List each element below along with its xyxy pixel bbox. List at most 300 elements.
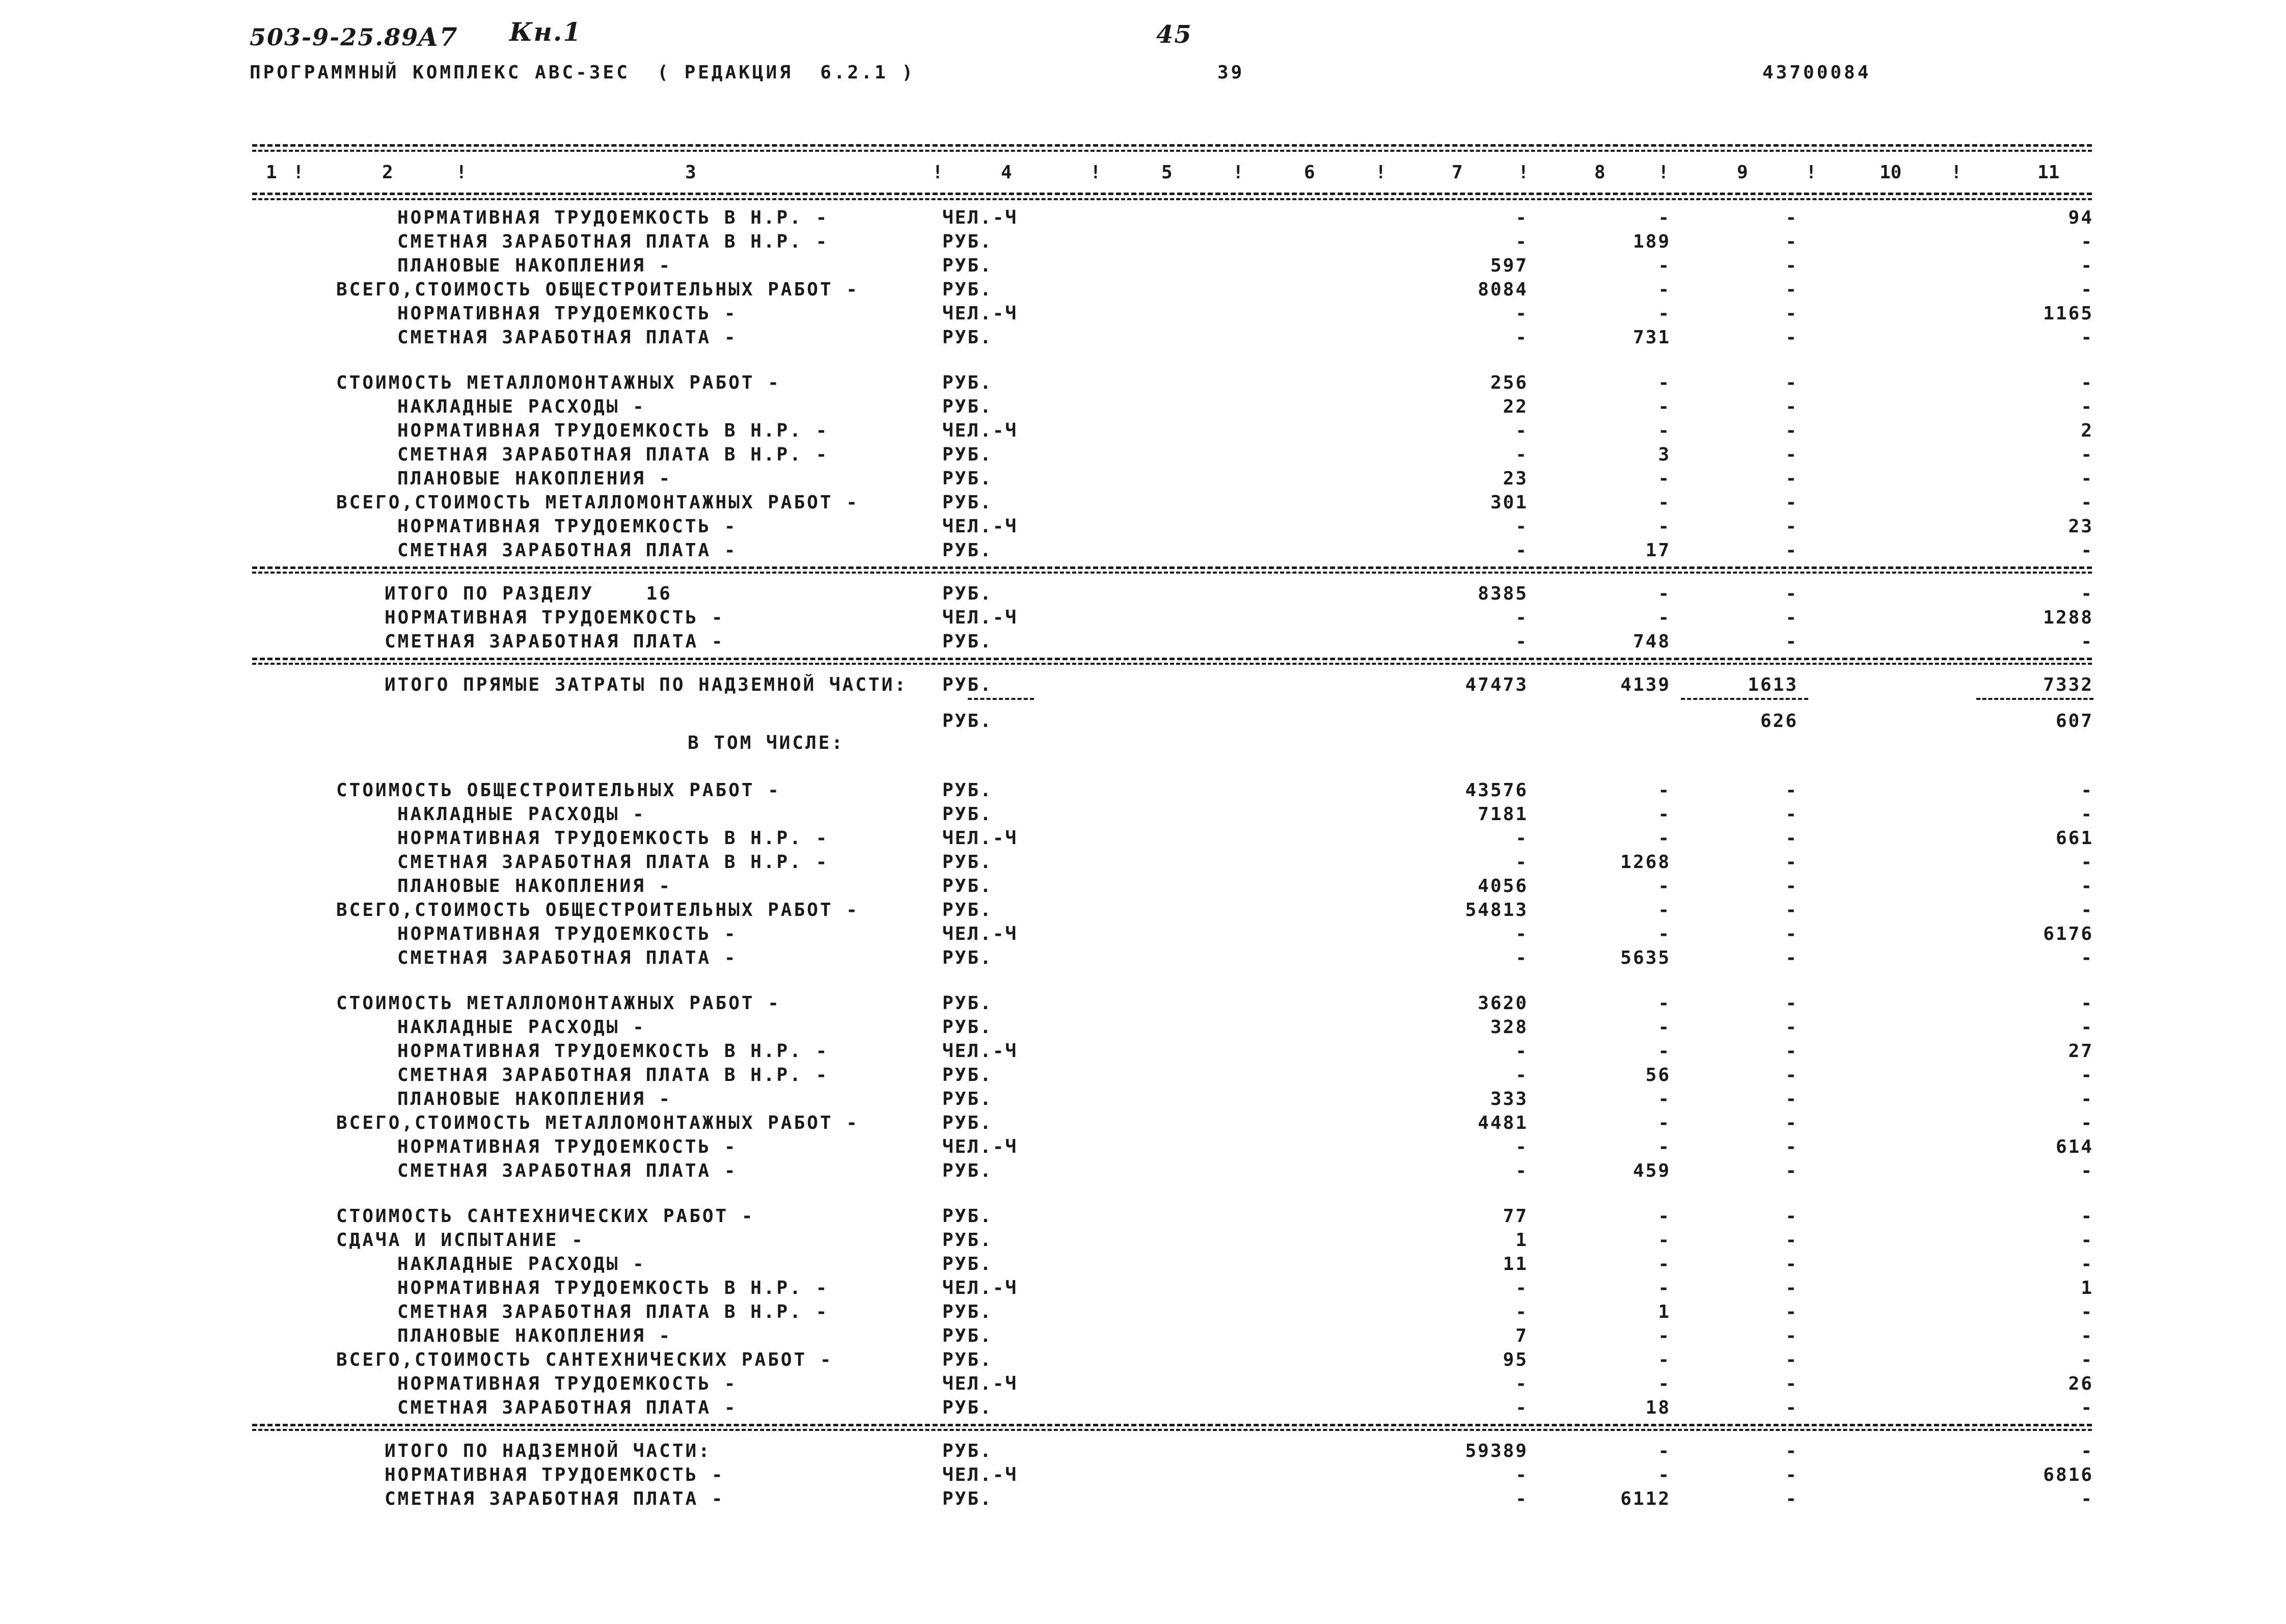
row-label: НАКЛАДНЫЕ РАСХОДЫ - (397, 1017, 646, 1038)
row-unit: ЧЕЛ.-Ч (942, 1278, 1018, 1298)
row-label: ВСЕГО,СТОИМОСТЬ МЕТАЛЛОМОНТАЖНЫХ РАБОТ - (336, 1113, 859, 1133)
row-unit: РУБ. (942, 1206, 993, 1227)
row-col7: - (1515, 327, 1528, 348)
row-label: НОРМАТИВНАЯ ТРУДОЕМКОСТЬ - (397, 924, 738, 944)
row-col11: - (2081, 900, 2093, 921)
row-col11: 1288 (2043, 607, 2093, 628)
row-unit: РУБ. (942, 540, 993, 561)
row-label: СТОИМОСТЬ САНТЕХНИЧЕСКИХ РАБОТ - (336, 1206, 755, 1227)
program-title: ПРОГРАММНЫЙ КОМПЛЕКС АВС-3ЕС ( РЕДАКЦИЯ 6.2.1 ) (250, 62, 916, 83)
row-col11: - (2081, 468, 2093, 489)
row-col9: - (1785, 396, 1798, 417)
row-col8: - (1658, 1278, 1671, 1298)
column-divider: ! (456, 162, 467, 183)
row-col11: - (2081, 780, 2093, 801)
row-col8: - (1658, 1325, 1671, 1346)
row-col11: - (2081, 279, 2093, 300)
row-label: СТОИМОСТЬ ОБЩЕСТРОИТЕЛЬНЫХ РАБОТ - (336, 780, 781, 801)
row-col11: 6816 (2043, 1465, 2093, 1485)
row-col11: - (2081, 444, 2093, 465)
row-col8: - (1658, 993, 1671, 1014)
row-label: СМЕТНАЯ ЗАРАБОТНАЯ ПЛАТА - (385, 631, 725, 652)
row-col9: - (1785, 1349, 1798, 1370)
row-unit: РУБ. (942, 948, 993, 968)
row-col8: 731 (1632, 327, 1671, 348)
section-separator-2 (252, 1429, 2092, 1431)
row-col11: - (2081, 372, 2093, 393)
page-stamp: 45 (1156, 20, 1192, 49)
subtotal-rule (1681, 698, 1808, 700)
column-header-6: 6 (1304, 162, 1315, 183)
row-label: ВСЕГО,СТОИМОСТЬ ОБЩЕСТРОИТЕЛЬНЫХ РАБОТ - (336, 279, 859, 300)
header-rule-bottom-2 (252, 198, 2092, 200)
row-col11: 1165 (2043, 303, 2093, 324)
row-col9: - (1785, 1113, 1798, 1133)
row-label: СМЕТНАЯ ЗАРАБОТНАЯ ПЛАТА - (397, 1160, 738, 1181)
row-label: НАКЛАДНЫЕ РАСХОДЫ - (397, 1254, 646, 1275)
row-unit: ЧЕЛ.-Ч (942, 607, 1018, 628)
row-col7: 8385 (1478, 583, 1528, 604)
row-col8: 18 (1645, 1397, 1671, 1418)
row-col9: - (1785, 631, 1798, 652)
row-col11: - (2081, 1302, 2093, 1322)
column-divider: ! (932, 162, 943, 183)
row-col11: - (2081, 492, 2093, 513)
row-col11: 607 (2055, 711, 2093, 732)
row-col11: - (2081, 1160, 2093, 1181)
book-tag: Кн.1 (509, 17, 582, 47)
row-unit: РУБ. (942, 396, 993, 417)
row-col7: 11 (1503, 1254, 1528, 1275)
row-unit: РУБ. (942, 468, 993, 489)
header-rule-bottom (252, 193, 2092, 195)
row-col8: 748 (1632, 631, 1671, 652)
row-col11: - (2081, 1206, 2093, 1227)
row-col11: 94 (2068, 207, 2093, 228)
row-col8: - (1658, 583, 1671, 604)
row-label: ПЛАНОВЫЕ НАКОПЛЕНИЯ - (397, 876, 672, 897)
row-col7: 77 (1503, 1206, 1528, 1227)
row-col9: - (1785, 327, 1798, 348)
row-col9: - (1785, 852, 1798, 873)
row-col8: - (1658, 420, 1671, 441)
row-col9: - (1785, 540, 1798, 561)
row-unit: РУБ. (942, 1441, 993, 1461)
row-col8: - (1658, 1089, 1671, 1109)
row-col7: 23 (1503, 468, 1528, 489)
section-separator-2 (252, 663, 2092, 665)
row-col7: - (1515, 540, 1528, 561)
row-col11: - (2081, 1488, 2093, 1509)
row-col9: - (1785, 993, 1798, 1014)
row-col7: 597 (1490, 255, 1528, 276)
row-col8: - (1658, 1041, 1671, 1062)
row-col7: - (1515, 924, 1528, 944)
row-col8: 1 (1658, 1302, 1671, 1322)
row-col11: - (2081, 327, 2093, 348)
row-col9: 1613 (1748, 674, 1798, 695)
row-col11: - (2081, 1017, 2093, 1038)
row-label: НОРМАТИВНАЯ ТРУДОЕМКОСТЬ В Н.Р. - (397, 1041, 829, 1062)
row-col7: 22 (1503, 396, 1528, 417)
row-col7: 1 (1515, 1230, 1528, 1251)
row-col7: 59389 (1465, 1441, 1528, 1461)
row-col8: 189 (1632, 231, 1671, 252)
row-col9: - (1785, 1041, 1798, 1062)
row-col7: - (1515, 1302, 1528, 1322)
row-col9: - (1785, 900, 1798, 921)
row-col8: - (1658, 828, 1671, 849)
row-col11: - (2081, 631, 2093, 652)
row-unit: РУБ. (942, 1397, 993, 1418)
row-col7: 95 (1503, 1349, 1528, 1370)
row-col8: - (1658, 1254, 1671, 1275)
row-col8: - (1658, 804, 1671, 825)
row-col7: - (1515, 948, 1528, 968)
row-unit: РУБ. (942, 492, 993, 513)
row-label: СМЕТНАЯ ЗАРАБОТНАЯ ПЛАТА - (397, 540, 738, 561)
row-unit: РУБ. (942, 674, 993, 695)
row-col8: - (1658, 279, 1671, 300)
row-col8: - (1658, 516, 1671, 537)
row-col7: - (1515, 1065, 1528, 1086)
row-col7: - (1515, 828, 1528, 849)
column-divider: ! (293, 162, 304, 183)
row-col8: - (1658, 372, 1671, 393)
document-number: 43700084 (1762, 62, 1871, 83)
row-label: СМЕТНАЯ ЗАРАБОТНАЯ ПЛАТА В Н.Р. - (397, 231, 829, 252)
row-col11: - (2081, 1397, 2093, 1418)
row-col7: 7 (1515, 1325, 1528, 1346)
row-unit: РУБ. (942, 852, 993, 873)
row-col9: - (1785, 948, 1798, 968)
row-col7: 43576 (1465, 780, 1528, 801)
subsection-caption: В ТОМ ЧИСЛЕ: (688, 733, 845, 753)
row-col9: - (1785, 279, 1798, 300)
row-col8: 4139 (1620, 674, 1671, 695)
row-col8: - (1658, 924, 1671, 944)
row-col9: - (1785, 804, 1798, 825)
row-col9: - (1785, 516, 1798, 537)
row-col7: 256 (1490, 372, 1528, 393)
row-col7: - (1515, 1278, 1528, 1298)
row-col11: 26 (2068, 1373, 2093, 1394)
row-col8: 6112 (1620, 1488, 1671, 1509)
row-col8: 5635 (1620, 948, 1671, 968)
row-col9: - (1785, 303, 1798, 324)
row-col11: 27 (2068, 1041, 2093, 1062)
row-col8: 1268 (1620, 852, 1671, 873)
row-label: НОРМАТИВНАЯ ТРУДОЕМКОСТЬ - (385, 1465, 725, 1485)
row-col9: - (1785, 1017, 1798, 1038)
row-col11: - (2081, 804, 2093, 825)
row-col7: 8084 (1478, 279, 1528, 300)
row-label: СДАЧА И ИСПЫТАНИЕ - (336, 1230, 585, 1251)
column-divider: ! (1806, 162, 1817, 183)
column-divider: ! (1658, 162, 1669, 183)
row-col8: 3 (1658, 444, 1671, 465)
row-col7: 3620 (1478, 993, 1528, 1014)
row-col11: - (2081, 948, 2093, 968)
row-col7: - (1515, 1373, 1528, 1394)
header-rule-top (252, 144, 2092, 147)
row-col7: - (1515, 1397, 1528, 1418)
row-label: ИТОГО ПО НАДЗЕМНОЙ ЧАСТИ: (385, 1441, 712, 1461)
row-col11: - (2081, 1349, 2093, 1370)
row-col9: - (1785, 1136, 1798, 1157)
row-unit: РУБ. (942, 1160, 993, 1181)
row-col11: - (2081, 1325, 2093, 1346)
row-unit: ЧЕЛ.-Ч (942, 1465, 1018, 1485)
row-col11: 1 (2081, 1278, 2093, 1298)
row-col8: - (1658, 1136, 1671, 1157)
row-col9: - (1785, 780, 1798, 801)
row-col7: - (1515, 420, 1528, 441)
row-label: СМЕТНАЯ ЗАРАБОТНАЯ ПЛАТА В Н.Р. - (397, 852, 829, 873)
row-col11: - (2081, 255, 2093, 276)
subtotal-rule (968, 698, 1034, 700)
row-label: ПЛАНОВЫЕ НАКОПЛЕНИЯ - (397, 1325, 672, 1346)
row-col9: - (1785, 924, 1798, 944)
row-col7: 7181 (1478, 804, 1528, 825)
row-col9: - (1785, 607, 1798, 628)
row-col9: 626 (1760, 711, 1798, 732)
row-col9: - (1785, 1254, 1798, 1275)
column-header-7: 7 (1452, 162, 1463, 183)
row-col9: - (1785, 492, 1798, 513)
row-col7: - (1515, 1041, 1528, 1062)
column-header-8: 8 (1594, 162, 1605, 183)
row-col8: - (1658, 1017, 1671, 1038)
row-unit: РУБ. (942, 255, 993, 276)
row-col7: - (1515, 631, 1528, 652)
row-unit: РУБ. (942, 1325, 993, 1346)
row-unit: РУБ. (942, 279, 993, 300)
row-label: СМЕТНАЯ ЗАРАБОТНАЯ ПЛАТА - (397, 948, 738, 968)
row-unit: ЧЕЛ.-Ч (942, 828, 1018, 849)
column-header-10: 10 (1880, 162, 1902, 183)
row-col9: - (1785, 1325, 1798, 1346)
row-unit: РУБ. (942, 1017, 993, 1038)
row-col11: 23 (2068, 516, 2093, 537)
row-col11: - (2081, 1089, 2093, 1109)
row-col7: - (1515, 516, 1528, 537)
row-col9: - (1785, 1160, 1798, 1181)
row-col8: - (1658, 468, 1671, 489)
row-col9: - (1785, 1065, 1798, 1086)
row-unit: ЧЕЛ.-Ч (942, 303, 1018, 324)
row-label: СТОИМОСТЬ МЕТАЛЛОМОНТАЖНЫХ РАБОТ - (336, 372, 781, 393)
row-col9: - (1785, 1278, 1798, 1298)
row-col9: - (1785, 468, 1798, 489)
row-unit: РУБ. (942, 804, 993, 825)
row-col11: - (2081, 396, 2093, 417)
row-label: ВСЕГО,СТОИМОСТЬ МЕТАЛЛОМОНТАЖНЫХ РАБОТ - (336, 492, 859, 513)
row-col8: - (1658, 303, 1671, 324)
row-col11: - (2081, 540, 2093, 561)
row-col9: - (1785, 420, 1798, 441)
row-unit: РУБ. (942, 583, 993, 604)
column-header-9: 9 (1737, 162, 1748, 183)
doc-code: 503-9-25.89 (250, 23, 419, 51)
row-label: НОРМАТИВНАЯ ТРУДОЕМКОСТЬ В Н.Р. - (397, 828, 829, 849)
row-col7: - (1515, 1160, 1528, 1181)
row-col11: - (2081, 1441, 2093, 1461)
row-label: НОРМАТИВНАЯ ТРУДОЕМКОСТЬ В Н.Р. - (397, 207, 829, 228)
row-col11: - (2081, 231, 2093, 252)
row-col8: - (1658, 780, 1671, 801)
row-col11: - (2081, 1254, 2093, 1275)
row-unit: РУБ. (942, 1254, 993, 1275)
row-label: СТОИМОСТЬ МЕТАЛЛОМОНТАЖНЫХ РАБОТ - (336, 993, 781, 1014)
row-col11: - (2081, 876, 2093, 897)
row-col9: - (1785, 444, 1798, 465)
row-col8: - (1658, 607, 1671, 628)
row-col9: - (1785, 231, 1798, 252)
row-col8: - (1658, 1349, 1671, 1370)
row-label: СМЕТНАЯ ЗАРАБОТНАЯ ПЛАТА - (397, 1397, 738, 1418)
row-label: ИТОГО ПО РАЗДЕЛУ 16 (385, 583, 672, 604)
row-col8: - (1658, 1465, 1671, 1485)
row-unit: ЧЕЛ.-Ч (942, 516, 1018, 537)
row-col7: - (1515, 607, 1528, 628)
row-label: ПЛАНОВЫЕ НАКОПЛЕНИЯ - (397, 468, 672, 489)
section-separator (252, 1424, 2092, 1426)
row-col11: - (2081, 852, 2093, 873)
row-label: НОРМАТИВНАЯ ТРУДОЕМКОСТЬ - (397, 1136, 738, 1157)
row-unit: РУБ. (942, 327, 993, 348)
row-col9: - (1785, 876, 1798, 897)
row-label: НОРМАТИВНАЯ ТРУДОЕМКОСТЬ В Н.Р. - (397, 420, 829, 441)
row-unit: РУБ. (942, 876, 993, 897)
section-separator (252, 566, 2092, 569)
column-header-11: 11 (2037, 162, 2060, 183)
row-label: ИТОГО ПРЯМЫЕ ЗАТРАТЫ ПО НАДЗЕМНОЙ ЧАСТИ: (385, 674, 908, 695)
row-col8: - (1658, 492, 1671, 513)
column-divider: ! (1233, 162, 1244, 183)
row-col9: - (1785, 583, 1798, 604)
row-col9: - (1785, 255, 1798, 276)
row-unit: ЧЕЛ.-Ч (942, 207, 1018, 228)
row-col8: - (1658, 1230, 1671, 1251)
row-unit: РУБ. (942, 900, 993, 921)
row-col7: 54813 (1465, 900, 1528, 921)
row-col8: 17 (1645, 540, 1671, 561)
row-col7: 4056 (1478, 876, 1528, 897)
row-label: СМЕТНАЯ ЗАРАБОТНАЯ ПЛАТА - (397, 327, 738, 348)
row-unit: ЧЕЛ.-Ч (942, 1041, 1018, 1062)
row-col7: - (1515, 1488, 1528, 1509)
row-col7: 4481 (1478, 1113, 1528, 1133)
column-header-2: 2 (382, 162, 393, 183)
column-header-5: 5 (1161, 162, 1173, 183)
column-header-3: 3 (685, 162, 696, 183)
row-col11: - (2081, 1113, 2093, 1133)
row-col7: 333 (1490, 1089, 1528, 1109)
row-label: НОРМАТИВНАЯ ТРУДОЕМКОСТЬ - (385, 607, 725, 628)
row-col7: 301 (1490, 492, 1528, 513)
column-divider: ! (1090, 162, 1101, 183)
column-header-4: 4 (1001, 162, 1012, 183)
row-col7: - (1515, 444, 1528, 465)
row-col8: - (1658, 900, 1671, 921)
row-label: НОРМАТИВНАЯ ТРУДОЕМКОСТЬ - (397, 1373, 738, 1394)
row-label: ВСЕГО,СТОИМОСТЬ ОБЩЕСТРОИТЕЛЬНЫХ РАБОТ - (336, 900, 859, 921)
row-col8: - (1658, 207, 1671, 228)
row-unit: РУБ. (942, 444, 993, 465)
row-unit: РУБ. (942, 780, 993, 801)
row-col8: 56 (1645, 1065, 1671, 1086)
row-label: ПЛАНОВЫЕ НАКОПЛЕНИЯ - (397, 255, 672, 276)
row-label: НОРМАТИВНАЯ ТРУДОЕМКОСТЬ - (397, 303, 738, 324)
row-col8: - (1658, 876, 1671, 897)
row-col9: - (1785, 828, 1798, 849)
row-unit: РУБ. (942, 1488, 993, 1509)
row-col8: 459 (1632, 1160, 1671, 1181)
row-unit: РУБ. (942, 1113, 993, 1133)
row-unit: ЧЕЛ.-Ч (942, 1136, 1018, 1157)
row-col11: 7332 (2043, 674, 2093, 695)
row-col8: - (1658, 1441, 1671, 1461)
header-rule-top-2 (252, 150, 2092, 152)
row-col9: - (1785, 1302, 1798, 1322)
row-col11: - (2081, 1230, 2093, 1251)
page-number: 39 (1217, 62, 1245, 83)
row-col8: - (1658, 255, 1671, 276)
subtotal-rule (1976, 698, 2093, 700)
row-unit: РУБ. (942, 372, 993, 393)
column-divider: ! (1375, 162, 1386, 183)
row-unit: РУБ. (942, 711, 993, 732)
section-separator (252, 658, 2092, 660)
row-col9: - (1785, 207, 1798, 228)
row-col9: - (1785, 1089, 1798, 1109)
sheet-tag: А7 (418, 22, 458, 52)
row-unit: РУБ. (942, 231, 993, 252)
column-divider: ! (1518, 162, 1529, 183)
section-separator-2 (252, 572, 2092, 574)
row-col9: - (1785, 1373, 1798, 1394)
row-label: НАКЛАДНЫЕ РАСХОДЫ - (397, 804, 646, 825)
row-col11: 6176 (2043, 924, 2093, 944)
row-col7: 47473 (1465, 674, 1528, 695)
row-col7: - (1515, 303, 1528, 324)
row-col9: - (1785, 1230, 1798, 1251)
row-col11: 661 (2055, 828, 2093, 849)
row-col8: - (1658, 396, 1671, 417)
row-label: НОРМАТИВНАЯ ТРУДОЕМКОСТЬ В Н.Р. - (397, 1278, 829, 1298)
row-col7: - (1515, 1465, 1528, 1485)
row-unit: РУБ. (942, 993, 993, 1014)
row-unit: РУБ. (942, 1349, 993, 1370)
row-col7: 328 (1490, 1017, 1528, 1038)
row-col9: - (1785, 1488, 1798, 1509)
row-unit: РУБ. (942, 1089, 993, 1109)
row-col11: 2 (2081, 420, 2093, 441)
row-unit: ЧЕЛ.-Ч (942, 924, 1018, 944)
row-label: ПЛАНОВЫЕ НАКОПЛЕНИЯ - (397, 1089, 672, 1109)
row-col9: - (1785, 372, 1798, 393)
row-col11: - (2081, 1065, 2093, 1086)
row-label: СМЕТНАЯ ЗАРАБОТНАЯ ПЛАТА В Н.Р. - (397, 1065, 829, 1086)
row-label: СМЕТНАЯ ЗАРАБОТНАЯ ПЛАТА - (385, 1488, 725, 1509)
row-label: СМЕТНАЯ ЗАРАБОТНАЯ ПЛАТА В Н.Р. - (397, 444, 829, 465)
row-col7: - (1515, 207, 1528, 228)
row-label: НОРМАТИВНАЯ ТРУДОЕМКОСТЬ - (397, 516, 738, 537)
row-unit: ЧЕЛ.-Ч (942, 420, 1018, 441)
row-unit: РУБ. (942, 1230, 993, 1251)
row-col11: - (2081, 583, 2093, 604)
